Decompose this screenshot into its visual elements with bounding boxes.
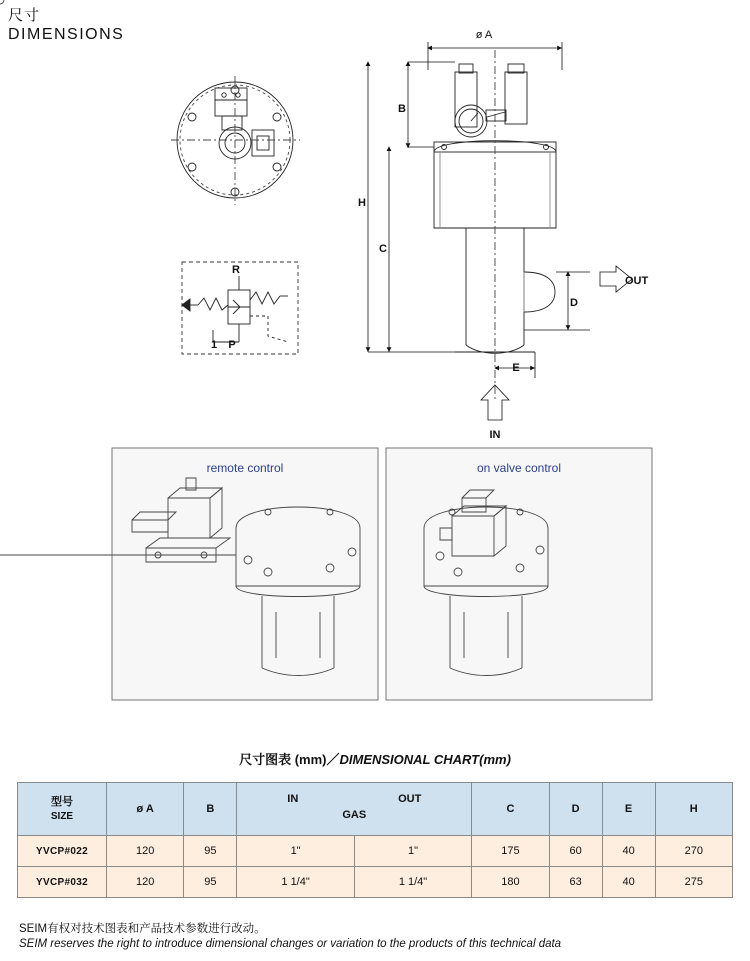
label-out: OUT (625, 275, 649, 287)
cell-size: YVCP#022 (18, 836, 107, 867)
header-gas: GAS (342, 809, 367, 821)
page-title-en: DIMENSIONS (8, 26, 125, 43)
cell-b: 95 (184, 836, 237, 867)
cell-d: 63 (549, 867, 602, 898)
header-gas-group (237, 783, 472, 836)
header-d: D (549, 783, 602, 836)
label-dia-a: ø A (475, 29, 493, 41)
cell-e: 40 (602, 867, 655, 898)
cell-size: YVCP#032 (18, 867, 107, 898)
cell-c: 180 (472, 867, 549, 898)
header-size (18, 783, 107, 836)
table-caption-en: DIMENSIONAL CHART (339, 752, 480, 767)
cell-b: 95 (184, 867, 237, 898)
cell-dia-a: 120 (107, 836, 184, 867)
header-size-cn: 型号 (51, 795, 73, 808)
footnote-cn: SEIM有权对技术图表和产品技术参数进行改动。 (19, 923, 266, 935)
header-in: IN (287, 793, 299, 805)
page-title-cn: 尺寸 (8, 7, 41, 24)
label-h: H (358, 197, 366, 209)
cell-in: 1 1/4" (237, 867, 354, 898)
schematic-label-r: R (232, 264, 240, 276)
cell-dia-a: 120 (107, 867, 184, 898)
header-b: B (184, 783, 237, 836)
schematic-label-p: P (228, 339, 236, 351)
label-d: D (570, 297, 578, 309)
caption-remote-control: remote control (206, 461, 284, 475)
header-h: H (655, 783, 732, 836)
cell-h: 275 (655, 867, 732, 898)
dimensions-table (17, 782, 733, 898)
table-caption-sep: ／ (326, 752, 340, 767)
hydraulic-schematic (182, 262, 298, 354)
table-header-row (18, 783, 733, 836)
label-b: B (398, 103, 406, 115)
table-caption-unit: (mm) (479, 752, 511, 767)
header-out: OUT (398, 793, 422, 805)
footnote-en: SEIM reserves the right to introduce dimensional changes or variation to the products of this technical data (19, 938, 562, 950)
schematic-label-1: 1 (210, 339, 218, 351)
header-size-en: SIZE (50, 810, 74, 822)
table-caption (0, 749, 750, 768)
cell-e: 40 (602, 836, 655, 867)
cell-d: 60 (549, 836, 602, 867)
label-c: C (379, 243, 387, 255)
dimension-lines (368, 42, 632, 420)
cell-h: 270 (655, 836, 732, 867)
header-c: C (472, 783, 549, 836)
cell-in: 1" (237, 836, 354, 867)
header-dia-a: ø A (107, 783, 184, 836)
front-view (434, 50, 556, 400)
cell-c: 175 (472, 836, 549, 867)
caption-on-valve-control: on valve control (476, 461, 562, 475)
top-view (171, 76, 300, 205)
table-row (18, 836, 733, 867)
table-row (18, 867, 733, 898)
header-e: E (602, 783, 655, 836)
label-e: E (512, 362, 520, 374)
cell-out: 1 1/4" (354, 867, 471, 898)
label-in: IN (489, 429, 501, 441)
cell-out: 1" (354, 836, 471, 867)
table-caption-cn: 尺寸图表 (mm) (239, 752, 327, 767)
